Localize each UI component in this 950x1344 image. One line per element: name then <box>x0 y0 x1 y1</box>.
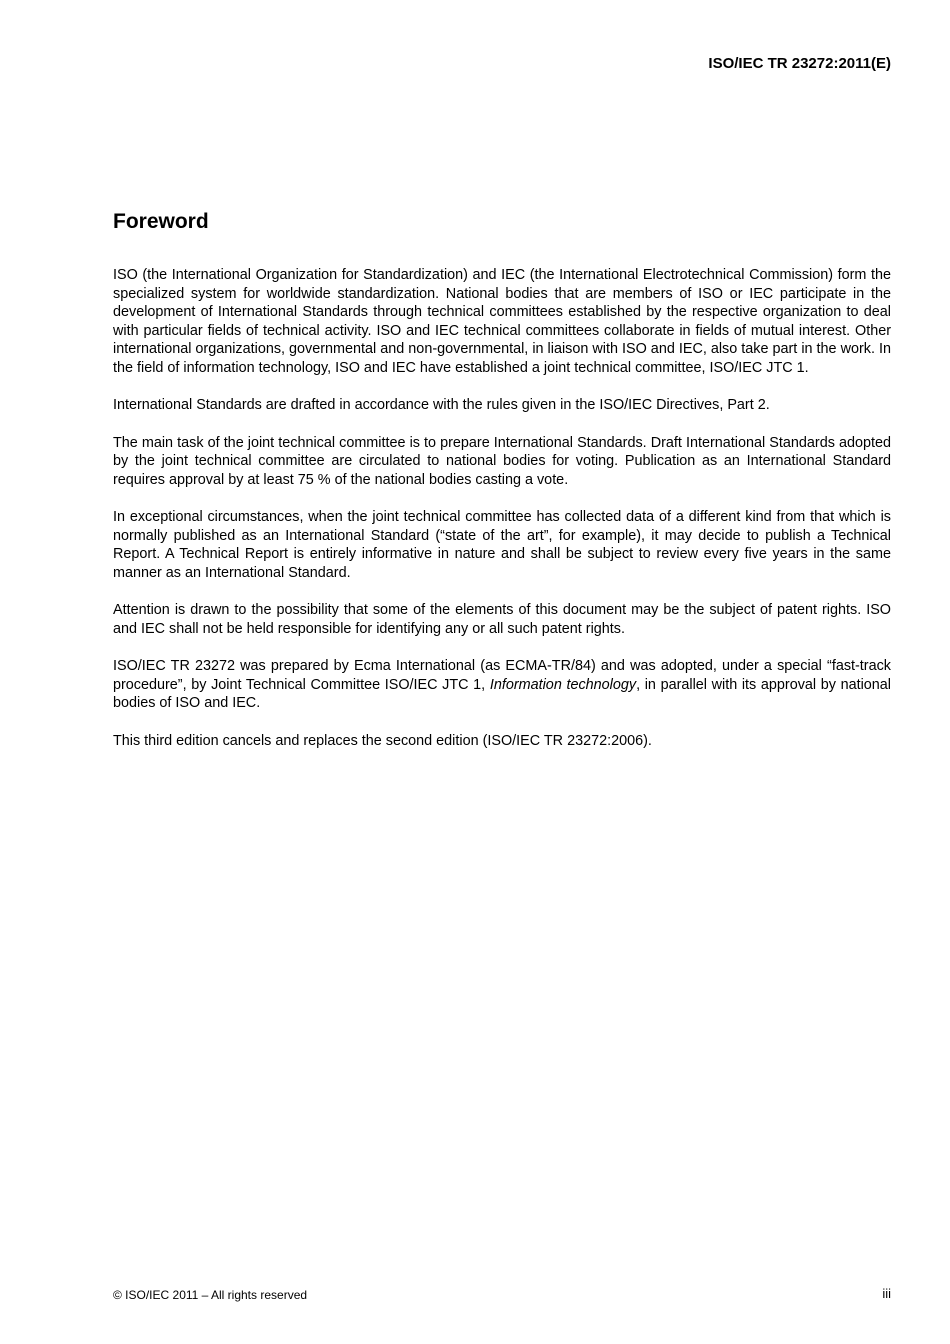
paragraph-directives: International Standards are drafted in accordance with the rules given in the ISO/IEC Directives, Part 2. <box>113 397 770 413</box>
preparation-text-end: , in parallel with its approval by national bodies of ISO and IEC. <box>113 676 891 711</box>
page-number: iii <box>882 1286 891 1301</box>
foreword-section <box>113 208 891 769</box>
preparation-text-italic: Information technology <box>489 676 637 693</box>
paragraph-exceptional-circumstances: In exceptional circumstances, when the joint technical committee has collected data of a different kind from that which is normally published as an International Standard (“state of the art”, for example), it may decide to publish a Technical Report. A Technical Report is entirely informative in nature and shall be subject to review every five years in the same manner as an International Standard. <box>113 509 891 581</box>
page-title: Foreword <box>113 210 209 233</box>
preparation-text-start: ISO/IEC TR 23272 was prepared by Ecma International (as ECMA-TR/84) and was adopted, under a special “fast-track procedure”, by Joint Technical Committee ISO/IEC JTC 1, <box>113 658 891 693</box>
paragraph-organizations: ISO (the International Organization for Standardization) and IEC (the International Electrotechnical Commission) form the specialized system for worldwide standardization. National bodies that are members of ISO or IEC participate in the development of International Standards through technical committees established by the respective organization to deal with particular fields of technical activity. ISO and IEC technical committees collaborate in fields of mutual interest. Other international organizations, governmental and non-governmental, in liaison with ISO and IEC, also take part in the work. In the field of information technology, ISO and IEC have established a joint technical committee, ISO/IEC JTC 1. <box>113 267 891 376</box>
paragraph-edition: This third edition cancels and replaces the second edition (ISO/IEC TR 23272:2006). <box>113 732 652 749</box>
copyright-footer: © ISO/IEC 2011 – All rights reserved <box>113 1288 308 1302</box>
paragraph-preparation <box>113 657 891 713</box>
document-id-header: ISO/IEC TR 23272:2011(E) <box>708 55 891 72</box>
paragraph-patent-rights: Attention is drawn to the possibility that some of the elements of this document may be the subject of patent rights. ISO and IEC shall not be held responsible for identifying any or all such patent rights. <box>113 602 891 637</box>
paragraph-main-task: The main task of the joint technical committee is to prepare International Standards. Draft International Standards adopted by the joint technical committee are circulated to national bodies for voting. Publication as an International Standard requires approval by at least 75 % of the national bodies casting a vote. <box>113 434 891 488</box>
